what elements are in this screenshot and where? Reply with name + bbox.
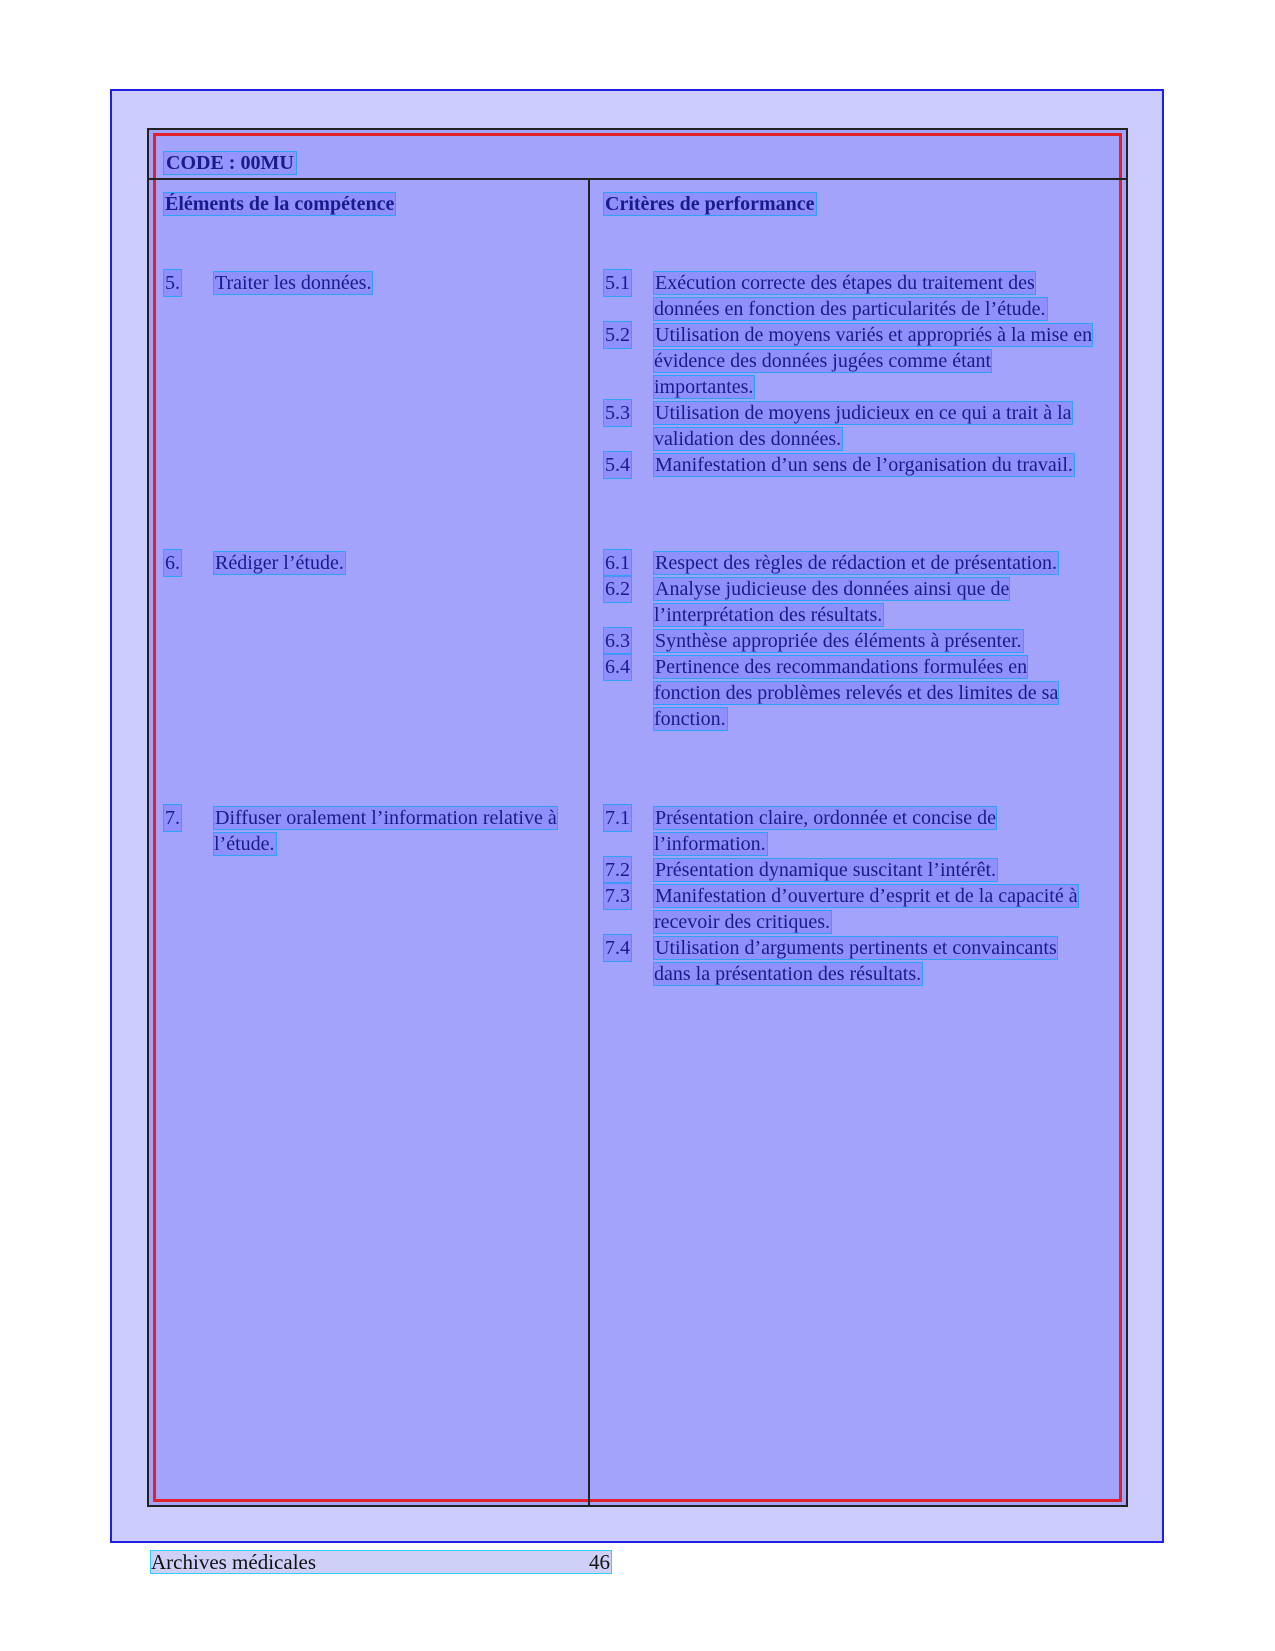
- criterion-text: Exécution correcte des étapes du traitement des données en fonction des particularités de l’étude.: [654, 272, 1046, 320]
- criterion-item: [604, 400, 1094, 452]
- criterion-number: 6.1: [605, 552, 630, 574]
- criterion-number: 6.2: [605, 578, 630, 600]
- criterion-item: [604, 805, 1094, 857]
- criterion-number: 5.3: [605, 402, 630, 424]
- criterion-text: Respect des règles de rédaction et de présentation.: [655, 552, 1058, 574]
- criterion-text: Présentation dynamique suscitant l’intérêt.: [655, 859, 997, 881]
- elements-header: Éléments de la compétence: [165, 193, 395, 215]
- criterion-number: 5.2: [605, 324, 630, 346]
- criterion-item: [604, 270, 1094, 322]
- page-footer: [151, 1551, 611, 1573]
- criterion-item: [604, 452, 1094, 478]
- criterion-item: [604, 322, 1094, 400]
- criterion-text: Analyse judicieuse des données ainsi que de l’interprétation des résultats.: [654, 578, 1010, 626]
- element-number: 7.: [165, 807, 180, 829]
- criterion-number: 6.4: [605, 656, 630, 678]
- element-text: Diffuser oralement l’information relative à l’étude.: [214, 807, 557, 855]
- criterion-item: [604, 576, 1094, 628]
- criteria-list: [604, 805, 1094, 987]
- criterion-text: Utilisation d’arguments pertinents et convaincants dans la présentation des résultats.: [654, 937, 1057, 985]
- criterion-number: 7.4: [605, 937, 630, 959]
- element-text: Traiter les données.: [215, 272, 372, 294]
- criterion-number: 7.2: [605, 859, 630, 881]
- element-text: Rédiger l’étude.: [215, 552, 344, 574]
- criterion-text: Synthèse appropriée des éléments à présenter.: [655, 630, 1022, 652]
- criterion-number: 7.1: [605, 807, 630, 829]
- footer-title: Archives médicales: [151, 1550, 317, 1574]
- criterion-item: [604, 935, 1094, 987]
- criterion-item: [604, 628, 1094, 654]
- criterion-number: 5.4: [605, 454, 630, 476]
- criteria-header: Critères de performance: [605, 193, 815, 215]
- criteria-list: [604, 550, 1094, 732]
- element-number: 5.: [165, 272, 180, 294]
- code-row: [149, 130, 1126, 180]
- criterion-item: [604, 883, 1094, 935]
- criterion-item: [604, 654, 1094, 732]
- competency-code: CODE : 00MU: [166, 152, 294, 174]
- criterion-text: Manifestation d’un sens de l’organisation du travail.: [655, 454, 1073, 476]
- competency-table: [147, 128, 1128, 1507]
- criterion-text: Utilisation de moyens judicieux en ce qui a trait à la validation des données.: [654, 402, 1072, 450]
- criterion-item: [604, 857, 1094, 883]
- element-number: 6.: [165, 552, 180, 574]
- criterion-text: Présentation claire, ordonnée et concise de l’information.: [654, 807, 996, 855]
- criterion-number: 5.1: [605, 272, 630, 294]
- criterion-text: Pertinence des recommandations formulées en fonction des problèmes relevés et des limites de sa fonction.: [654, 656, 1059, 730]
- criteria-list: [604, 270, 1094, 478]
- criterion-number: 7.3: [605, 885, 630, 907]
- page-number: 46: [589, 1550, 610, 1574]
- criterion-item: [604, 550, 1094, 576]
- column-divider: [588, 180, 590, 1505]
- criterion-number: 6.3: [605, 630, 630, 652]
- criterion-text: Utilisation de moyens variés et appropriés à la mise en évidence des données jugées comme étant importantes.: [654, 324, 1093, 398]
- criterion-text: Manifestation d’ouverture d’esprit et de la capacité à recevoir des critiques.: [654, 885, 1078, 933]
